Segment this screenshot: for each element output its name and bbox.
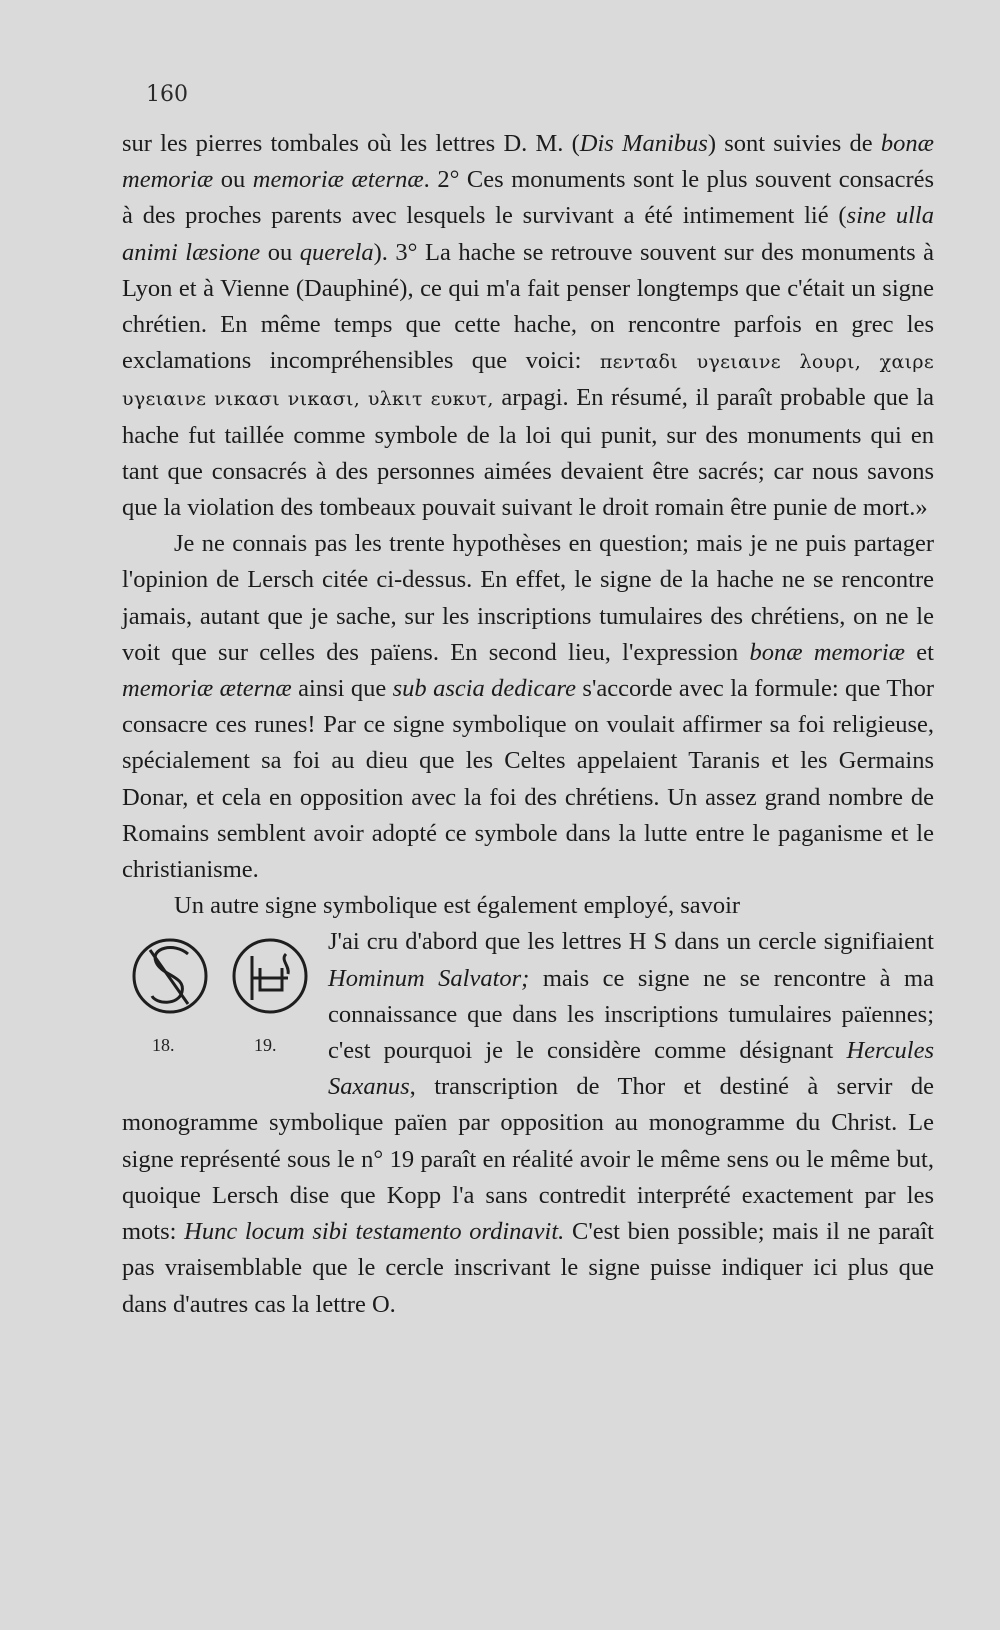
text-run: . 2° Ces monuments sont le plus souvent consacrés à des proches parents avec lesquels le survivant a été intimement lié ( [122,166,935,230]
italic-phrase: bonæ memoriæ [749,638,906,666]
italic-phrase: Hominum Salvator; [328,964,530,992]
italic-phrase: memoriæ æternæ [252,166,424,194]
italic-phrase: sine ulla animi læsione [122,202,934,266]
text-run: J'ai cru d'abord que les lettres H S dans un cercle signifiaient [328,928,934,956]
text-run: , transcription de Thor et destiné à servir de monogramme symbolique païen par opposition au monogramme du Christ. Le signe représenté sous le n° 19 paraît en réalité avoir le même sens ou le même but, quoique Lersch dise que Kopp l'a sans contredit interprété exactement par les mots: [122,1073,934,1246]
italic-phrase: querela [299,238,374,266]
greek-exclamations: πενταδι υγειαινε λουρι, χαιρε υγειαινε νικασι νικασι, υλκιτ ευκυτ, [122,351,934,411]
text-run: Un autre signe symbolique est également employé, savoir [174,892,741,920]
text-run: ). 3° La hache se retrouve souvent sur des monuments à Lyon et à Vienne (Dauphiné), ce qui m'a fait penser longtemps que c'était un signe chrétien. En même temps que cette hache, on rencontre parfois en grec les exclamations incompréhensibles que voici: [122,238,935,375]
paragraph-4 [122,924,934,1322]
text-run: arpagi. En résumé, il paraît probable que la hache fut taillée comme symbole de la loi qui punit, sur des monuments qui en tant que consacrés à des personnes aimées devaient être sacrés; car nous savons que la violation des tombeaux pouvait suivant le droit romain être punie de mort.» [122,384,934,522]
italic-phrase: bonæ memoriæ [122,130,934,194]
text-run: mais ce signe ne se rencontre à ma connaissance que dans les inscriptions tumulaires païennes; c'est pourquoi je le considère comme désignant [328,964,934,1065]
paragraph-2 [122,526,934,888]
italic-phrase: Hercules Saxanus [328,1037,934,1101]
text-run: ainsi que [291,675,393,703]
paragraph-1 [122,126,934,526]
text-run: sur les pierres tombales où les lettres D. M. ( [122,130,580,157]
text-run: ou [260,238,300,266]
body-text [122,126,934,1323]
text-run: et [905,638,934,666]
text-run: ) sont suivies de [707,130,881,157]
italic-phrase: sub ascia dedicare [392,675,576,703]
italic-phrase: Dis Manibus [579,130,708,157]
italic-phrase: memoriæ æternæ [122,675,292,703]
paragraph-3 [122,888,934,924]
monogram-18-icon [134,940,206,1012]
italic-phrase: Hunc locum sibi testamento ordinavit. [184,1218,565,1246]
text-run: C'est bien possible; mais il ne paraît pas vraisemblable que le cercle inscrivant le signe puisse indiquer ici plus que dans d'autres cas la lettre O. [122,1218,934,1318]
text-run: Je ne connais pas les trente hypothèses en question; mais je ne puis partager l'opinion de Lersch citée ci-dessus. En effet, le signe de la hache ne se rencontre jamais, autant que je sache, sur les inscriptions tumulaires des chrétiens, on ne le voit que sur celles des païens. En second lieu, l'expression [122,530,934,666]
page-number: 160 [146,82,188,107]
figure-label-19: 19. [254,1035,277,1056]
monogram-19-icon [234,940,306,1012]
text-run: s'accorde avec la formule: que Thor consacre ces runes! Par ce signe symbolique on voulait affirmer sa foi religieuse, spécialement sa foi au dieu que les Celtes appelaient Taranis et les Germains Donar, et cela en opposition avec la foi des chrétiens. Un assez grand nombre de Romains semblent avoir adopté ce symbole dans la lutte entre le paganisme et le christianisme. [122,675,935,884]
symbol-figures [122,926,320,1074]
figure-label-18: 18. [152,1035,175,1056]
text-run: ou [213,166,253,194]
